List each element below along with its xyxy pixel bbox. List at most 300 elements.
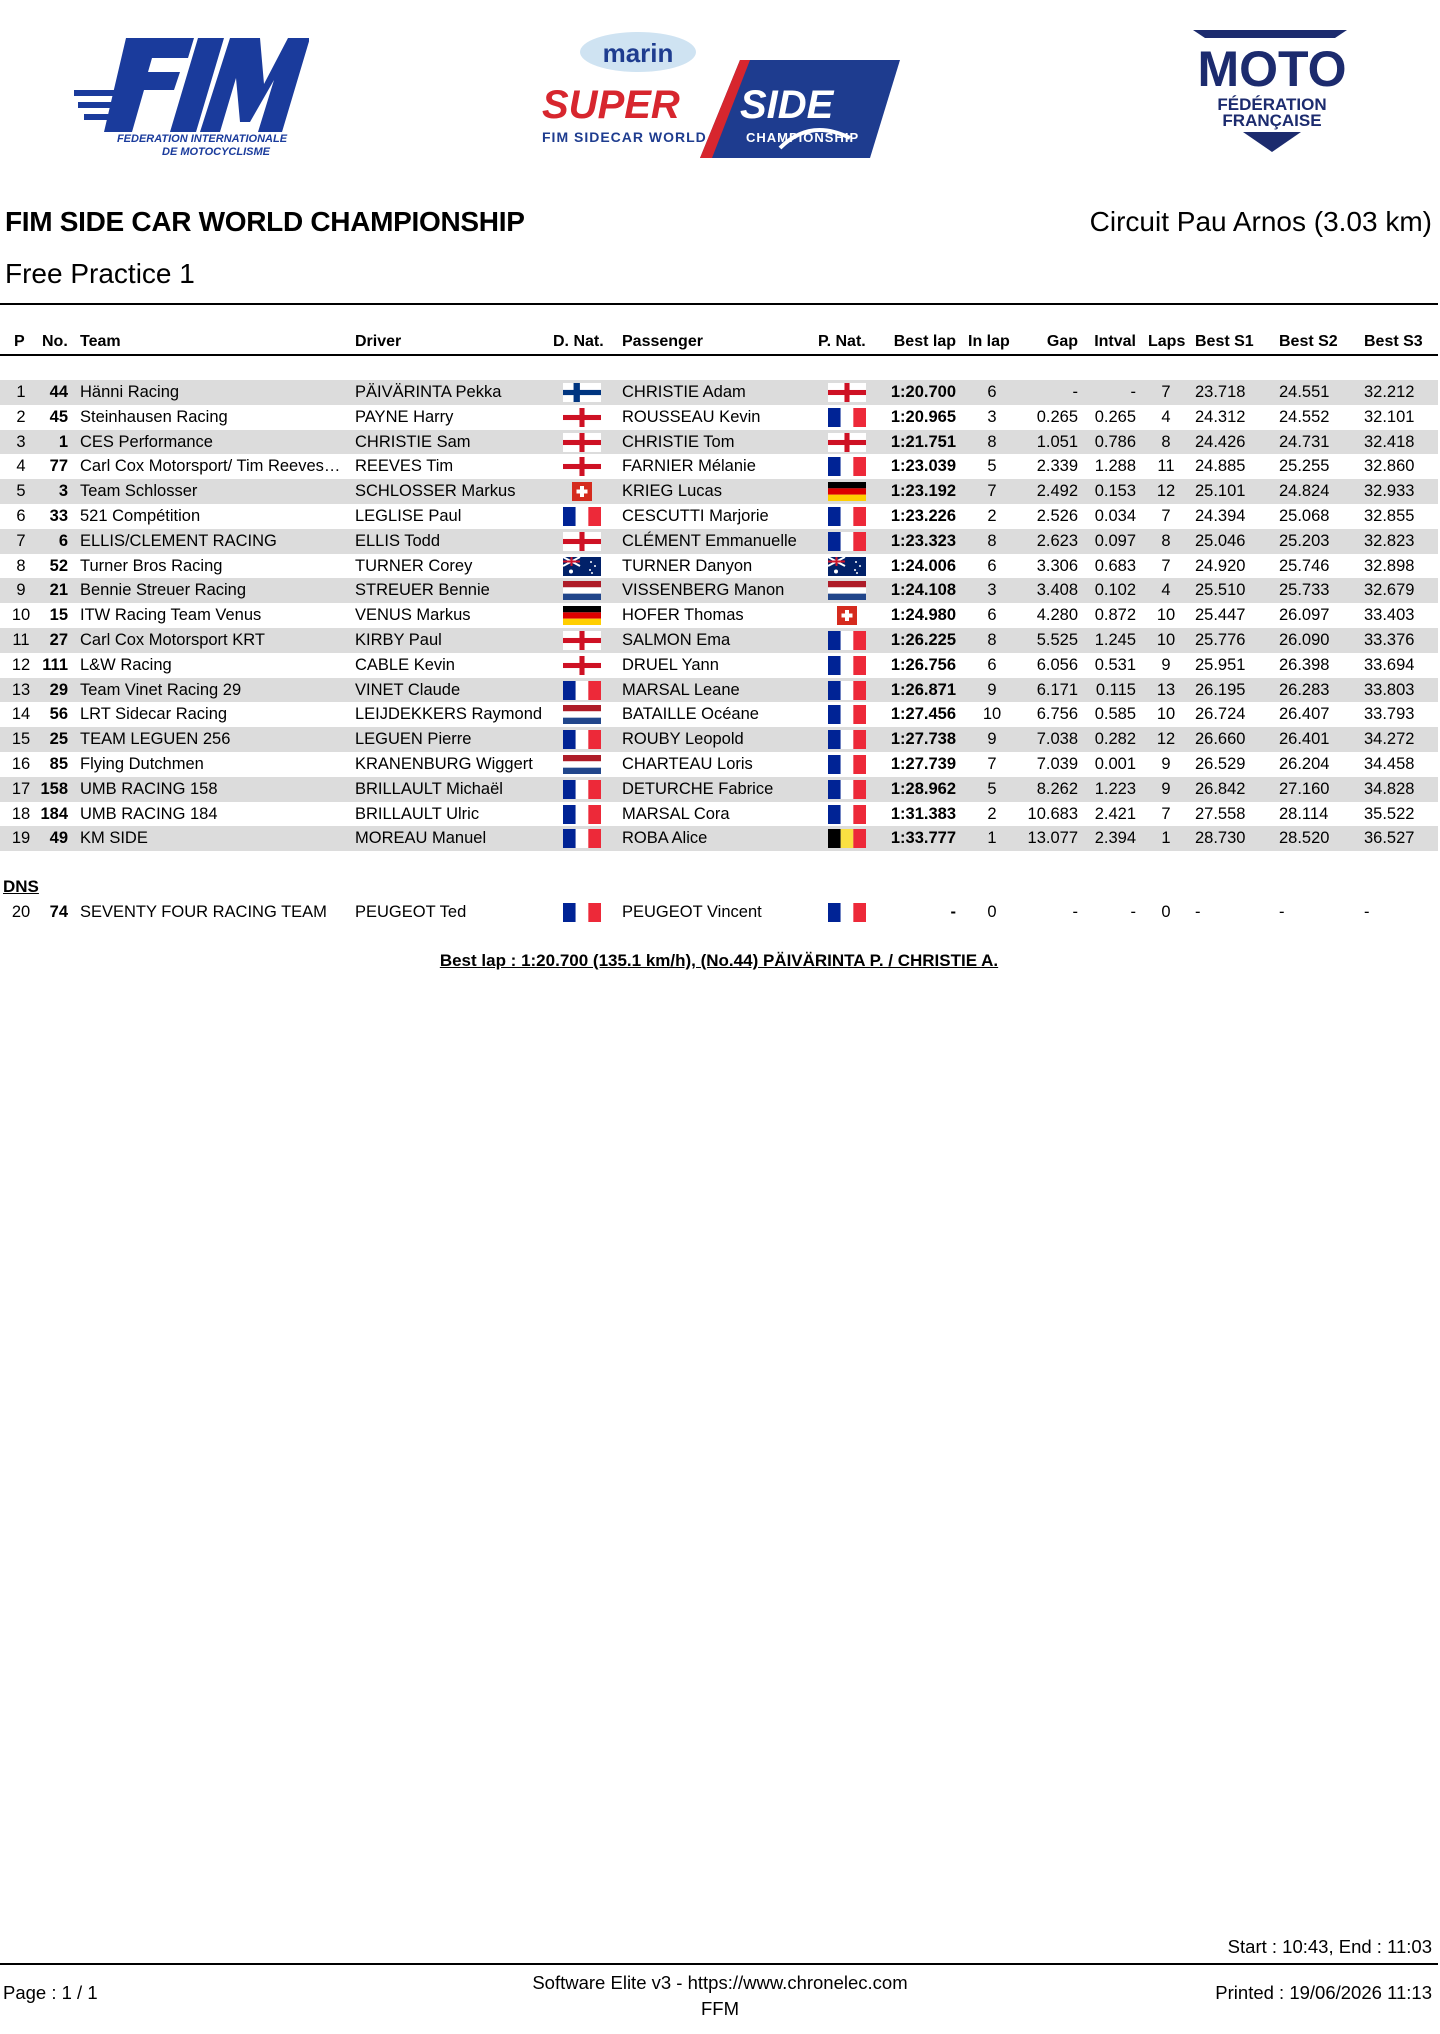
col-header-passenger-nat: P. Nat. xyxy=(818,333,866,350)
best-s2-cell: 24.824 xyxy=(1279,482,1330,501)
gap-cell: 6.756 xyxy=(1036,705,1078,724)
driver-name-cell: VINET Claude xyxy=(355,680,461,699)
best-s2-cell: 28.114 xyxy=(1279,804,1329,823)
team-name-cell: CES Performance xyxy=(80,432,213,451)
aus-passenger-flag-icon xyxy=(828,557,866,576)
eng-driver-flag-icon xyxy=(563,631,601,650)
ned-driver-flag-icon xyxy=(563,705,601,724)
table-row xyxy=(0,578,1438,603)
best-s3-cell: 34.272 xyxy=(1364,730,1415,749)
logo-bar xyxy=(0,0,1440,170)
team-name-cell: 521 Compétition xyxy=(80,506,201,525)
entry-number-cell: 158 xyxy=(40,779,68,798)
col-header-driver-nat: D. Nat. xyxy=(553,333,604,350)
table-row xyxy=(0,653,1438,678)
team-name-cell: TEAM LEGUEN 256 xyxy=(80,730,231,749)
best-s1-cell: 24.312 xyxy=(1195,407,1246,426)
ned-driver-flag-icon xyxy=(563,755,601,774)
passenger-name-cell: SALMON Ema xyxy=(622,630,731,649)
session-name: Free Practice 1 xyxy=(5,258,195,289)
team-name-cell: Team Schlosser xyxy=(80,482,198,501)
best-s3-cell: 32.933 xyxy=(1364,482,1415,501)
interval-cell: 0.001 xyxy=(1094,754,1136,773)
in-lap-cell: 8 xyxy=(987,630,997,649)
col-header-team: Team xyxy=(80,333,121,350)
marin-brand: marin xyxy=(602,38,674,68)
gap-cell: 3.306 xyxy=(1036,556,1078,575)
passenger-name-cell: ROUSSEAU Kevin xyxy=(622,407,761,426)
fim-subtitle-line2: DE MOTOCYCLISME xyxy=(162,146,270,158)
interval-cell: 1.245 xyxy=(1094,630,1136,649)
in-lap-cell: 9 xyxy=(987,680,997,699)
best-lap-cell: 1:23.039 xyxy=(890,457,956,476)
entry-number-cell: 184 xyxy=(40,804,68,823)
position-cell: 15 xyxy=(11,730,31,749)
in-lap-cell: 9 xyxy=(987,730,997,749)
organization: FFM xyxy=(700,1998,739,2019)
best-s1-cell: 24.394 xyxy=(1195,506,1246,525)
position-cell: 19 xyxy=(11,829,31,848)
passenger-name-cell: VISSENBERG Manon xyxy=(622,581,785,600)
driver-name-cell: PÄIVÄRINTA Pekka xyxy=(355,383,502,401)
ffm-logo xyxy=(1185,28,1360,156)
table-row xyxy=(0,504,1438,529)
table-row xyxy=(0,479,1438,504)
best-s2-cell: 26.283 xyxy=(1279,680,1330,699)
best-s2-cell: 26.097 xyxy=(1279,606,1330,625)
session-times: Start : 10:43, End : 11:03 xyxy=(1227,1936,1432,1957)
driver-name-cell: SCHLOSSER Markus xyxy=(355,482,516,501)
best-s1-cell: 25.951 xyxy=(1195,655,1246,674)
gap-cell: 8.262 xyxy=(1036,779,1078,798)
best-lap-cell: 1:24.980 xyxy=(890,606,956,625)
best-lap-cell: 1:26.756 xyxy=(890,655,956,674)
position-cell: 18 xyxy=(11,804,31,823)
best-lap-cell: 1:23.226 xyxy=(890,506,956,525)
position-cell: 6 xyxy=(16,506,26,525)
driver-name-cell: VENUS Markus xyxy=(355,606,471,625)
gap-cell: 2.623 xyxy=(1036,531,1078,550)
circuit-name: Circuit Pau Arnos (3.03 km) xyxy=(1089,206,1432,237)
fra-driver-flag-icon xyxy=(563,903,601,922)
gap-cell: 2.492 xyxy=(1036,482,1078,501)
passenger-name-cell: DRUEL Yann xyxy=(622,655,719,674)
best-lap-cell: 1:23.323 xyxy=(890,531,956,550)
eng-passenger-flag-icon xyxy=(828,383,866,402)
best-s3-cell: 36.527 xyxy=(1364,829,1415,848)
in-lap-cell: 6 xyxy=(987,655,997,674)
passenger-name-cell: HOFER Thomas xyxy=(622,606,744,625)
position-cell: 4 xyxy=(16,457,26,476)
bel-passenger-flag-icon xyxy=(828,829,866,848)
entry-number-cell: 33 xyxy=(49,506,68,525)
eng-passenger-flag-icon xyxy=(828,433,866,452)
moto-line1: FÉDÉRATION xyxy=(1217,95,1327,114)
entry-number-cell: 45 xyxy=(49,407,68,426)
in-lap-cell: 10 xyxy=(982,705,1002,724)
interval-cell: 0.115 xyxy=(1095,680,1136,699)
table-row xyxy=(0,529,1438,554)
gap-cell: 0.265 xyxy=(1036,407,1078,426)
interval-cell: 1.288 xyxy=(1094,457,1136,476)
gap-cell: - xyxy=(1072,903,1078,921)
fra-driver-flag-icon xyxy=(563,507,601,526)
best-s1-cell: 24.920 xyxy=(1195,556,1246,575)
driver-name-cell: ELLIS Todd xyxy=(355,531,441,550)
in-lap-cell: 2 xyxy=(987,804,997,823)
interval-cell: 0.102 xyxy=(1094,581,1136,600)
best-s2-cell: 26.401 xyxy=(1279,730,1330,749)
table-row xyxy=(0,554,1438,579)
laps-cell: 10 xyxy=(1156,705,1176,724)
in-lap-cell: 8 xyxy=(987,432,997,451)
best-s3-cell: 33.403 xyxy=(1364,606,1415,625)
position-cell: 20 xyxy=(11,903,31,921)
moto-line2: FRANÇAISE xyxy=(1222,111,1322,130)
best-s2-cell: 25.203 xyxy=(1279,531,1330,550)
gap-cell: 13.077 xyxy=(1027,829,1078,848)
passenger-name-cell: CLÉMENT Emmanuelle xyxy=(622,531,797,550)
superside-word1: SUPER xyxy=(542,83,680,127)
laps-cell: 4 xyxy=(1161,581,1171,600)
fra-passenger-flag-icon xyxy=(828,903,866,922)
best-s2-cell: 26.407 xyxy=(1279,705,1330,724)
driver-name-cell: CABLE Kevin xyxy=(355,655,455,674)
laps-cell: 10 xyxy=(1156,606,1176,625)
driver-name-cell: TURNER Corey xyxy=(355,556,473,575)
best-lap-cell: 1:24.108 xyxy=(890,581,956,600)
best-s1-cell: 24.426 xyxy=(1195,432,1246,451)
table-row xyxy=(0,802,1438,827)
table-row xyxy=(0,628,1438,653)
team-name-cell: Team Vinet Racing 29 xyxy=(80,680,242,699)
entry-number-cell: 15 xyxy=(49,606,68,625)
position-cell: 7 xyxy=(16,531,26,550)
laps-cell: 13 xyxy=(1156,680,1176,699)
team-name-cell: Flying Dutchmen xyxy=(80,754,204,773)
in-lap-cell: 3 xyxy=(987,407,997,426)
best-s1-cell: 24.885 xyxy=(1195,457,1246,476)
best-s3-cell: 32.679 xyxy=(1364,581,1415,600)
fra-passenger-flag-icon xyxy=(828,507,866,526)
interval-cell: 0.872 xyxy=(1094,606,1136,625)
best-s2-cell: 26.398 xyxy=(1279,655,1330,674)
passenger-name-cell: DETURCHE Fabrice xyxy=(622,779,774,798)
best-lap-cell: 1:31.383 xyxy=(890,804,956,823)
passenger-name-cell: PEUGEOT Vincent xyxy=(622,903,762,921)
driver-name-cell: KRANENBURG Wiggert xyxy=(355,754,533,773)
table-row xyxy=(0,430,1438,455)
ned-driver-flag-icon xyxy=(563,581,601,600)
gap-cell: 2.339 xyxy=(1036,457,1078,476)
interval-cell: 0.265 xyxy=(1094,407,1136,426)
entry-number-cell: 29 xyxy=(49,680,68,699)
in-lap-cell: 8 xyxy=(987,531,997,550)
team-name-cell: UMB RACING 158 xyxy=(80,779,218,798)
dns-table xyxy=(0,900,1438,925)
entry-number-cell: 111 xyxy=(42,655,68,674)
sui-driver-flag-icon xyxy=(563,482,601,501)
passenger-name-cell: CHARTEAU Loris xyxy=(622,754,753,773)
laps-cell: 10 xyxy=(1156,630,1176,649)
printed-date: Printed : 19/06/2026 11:13 xyxy=(1215,1982,1432,2003)
eng-driver-flag-icon xyxy=(563,457,601,476)
best-s3-cell: 33.803 xyxy=(1364,680,1415,699)
table-row xyxy=(0,826,1438,851)
best-s1-cell: 28.730 xyxy=(1195,829,1246,848)
best-s3-cell: 35.522 xyxy=(1364,804,1415,823)
laps-cell: 7 xyxy=(1161,383,1171,401)
best-s2-cell: 24.731 xyxy=(1279,432,1330,451)
position-cell: 5 xyxy=(16,482,26,501)
col-header-passenger: Passenger xyxy=(622,333,703,350)
driver-name-cell: LEGUEN Pierre xyxy=(355,730,472,749)
fra-passenger-flag-icon xyxy=(828,730,866,749)
col-header-number: No. xyxy=(42,333,68,350)
best-s1-cell: 25.776 xyxy=(1195,630,1246,649)
laps-cell: 0 xyxy=(1161,903,1171,921)
laps-cell: 1 xyxy=(1161,829,1171,848)
team-name-cell: ELLIS/CLEMENT RACING xyxy=(80,531,277,550)
table-header xyxy=(0,330,1438,356)
laps-cell: 8 xyxy=(1161,531,1171,550)
passenger-name-cell: BATAILLE Océane xyxy=(622,705,759,724)
best-s3-cell: 32.418 xyxy=(1364,432,1415,451)
ned-passenger-flag-icon xyxy=(828,581,866,600)
entry-number-cell: 1 xyxy=(58,432,68,451)
fin-driver-flag-icon xyxy=(563,383,601,402)
entry-number-cell: 74 xyxy=(49,903,68,921)
in-lap-cell: 1 xyxy=(987,829,997,848)
best-s3-cell: 33.694 xyxy=(1364,655,1415,674)
col-header-best-s1: Best S1 xyxy=(1195,333,1254,350)
dns-label: DNS xyxy=(3,877,39,896)
fra-driver-flag-icon xyxy=(563,730,601,749)
laps-cell: 11 xyxy=(1157,457,1175,476)
interval-cell: 0.034 xyxy=(1094,506,1136,525)
gap-cell: 3.408 xyxy=(1036,581,1078,600)
col-header-interval: Intval xyxy=(1094,333,1136,350)
eng-driver-flag-icon xyxy=(563,433,601,452)
best-s1-cell: 25.101 xyxy=(1195,482,1246,501)
fra-driver-flag-icon xyxy=(563,829,601,848)
entry-number-cell: 44 xyxy=(49,383,68,401)
fra-passenger-flag-icon xyxy=(828,705,866,724)
table-row xyxy=(0,405,1438,430)
entry-number-cell: 3 xyxy=(58,482,68,501)
gap-cell: 5.525 xyxy=(1036,630,1078,649)
fra-passenger-flag-icon xyxy=(828,631,866,650)
best-lap-cell: 1:24.006 xyxy=(890,556,956,575)
position-cell: 10 xyxy=(11,606,31,625)
best-s3-cell: 32.101 xyxy=(1364,407,1415,426)
best-s2-cell: 26.204 xyxy=(1279,754,1330,773)
fim-subtitle-line1: FEDERATION INTERNATIONALE xyxy=(116,133,288,145)
results-table xyxy=(0,330,1438,851)
ger-passenger-flag-icon xyxy=(828,482,866,501)
position-cell: 13 xyxy=(11,680,31,699)
laps-cell: 9 xyxy=(1161,779,1171,798)
driver-name-cell: STREUER Bennie xyxy=(355,581,490,600)
interval-cell: 0.585 xyxy=(1094,705,1136,724)
results-body xyxy=(0,380,1438,851)
fra-passenger-flag-icon xyxy=(828,532,866,551)
best-s2-cell: 25.255 xyxy=(1279,457,1330,476)
eng-driver-flag-icon xyxy=(563,656,601,675)
driver-name-cell: CHRISTIE Sam xyxy=(355,432,471,451)
best-lap-cell: 1:26.871 xyxy=(890,680,956,699)
entry-number-cell: 85 xyxy=(49,754,68,773)
position-cell: 8 xyxy=(16,556,26,575)
passenger-name-cell: CESCUTTI Marjorie xyxy=(622,506,769,525)
gap-cell: 4.280 xyxy=(1036,606,1078,625)
entry-number-cell: 49 xyxy=(49,829,68,848)
best-s3-cell: 34.458 xyxy=(1364,754,1415,773)
page-number: Page : 1 / 1 xyxy=(3,1982,98,2003)
team-name-cell: KM SIDE xyxy=(80,829,148,848)
in-lap-cell: 5 xyxy=(987,457,997,476)
interval-cell: 0.282 xyxy=(1094,730,1136,749)
team-name-cell: UMB RACING 184 xyxy=(80,804,218,823)
position-cell: 11 xyxy=(12,630,30,649)
gap-cell: 6.056 xyxy=(1036,655,1078,674)
passenger-name-cell: MARSAL Cora xyxy=(622,804,730,823)
passenger-name-cell: ROUBY Leopold xyxy=(622,730,744,749)
laps-cell: 4 xyxy=(1161,407,1171,426)
table-row xyxy=(0,603,1438,628)
superside-logo xyxy=(540,30,905,158)
fra-passenger-flag-icon xyxy=(828,780,866,799)
gap-cell: 7.039 xyxy=(1036,754,1078,773)
best-s1-cell: 26.195 xyxy=(1195,680,1246,699)
team-name-cell: Steinhausen Racing xyxy=(80,407,228,426)
gap-cell: - xyxy=(1072,383,1078,401)
interval-cell: 0.683 xyxy=(1094,556,1136,575)
passenger-name-cell: CHRISTIE Adam xyxy=(622,383,746,401)
best-s3-cell: - xyxy=(1364,903,1370,921)
in-lap-cell: 6 xyxy=(987,556,997,575)
best-s3-cell: 32.898 xyxy=(1364,556,1415,575)
laps-cell: 9 xyxy=(1161,655,1171,674)
best-lap-cell: 1:33.777 xyxy=(890,829,956,848)
in-lap-cell: 6 xyxy=(987,383,997,401)
best-lap-cell: 1:20.700 xyxy=(890,383,956,401)
fra-passenger-flag-icon xyxy=(828,755,866,774)
fra-passenger-flag-icon xyxy=(828,457,866,476)
best-s1-cell: 26.529 xyxy=(1195,754,1246,773)
team-name-cell: SEVENTY FOUR RACING TEAM xyxy=(80,903,327,921)
best-lap-cell: 1:28.962 xyxy=(890,779,956,798)
superside-word2: SIDE xyxy=(740,83,834,127)
fra-passenger-flag-icon xyxy=(828,681,866,700)
best-lap-cell: 1:27.456 xyxy=(890,705,956,724)
best-s1-cell: 25.510 xyxy=(1195,581,1246,600)
best-lap-cell: 1:21.751 xyxy=(890,432,956,451)
interval-cell: 0.531 xyxy=(1094,655,1136,674)
gap-cell: 10.683 xyxy=(1027,804,1078,823)
fra-passenger-flag-icon xyxy=(828,408,866,427)
fra-driver-flag-icon xyxy=(563,805,601,824)
laps-cell: 9 xyxy=(1161,754,1171,773)
col-header-driver: Driver xyxy=(355,333,402,350)
gap-cell: 1.051 xyxy=(1036,432,1078,451)
best-s3-cell: 33.376 xyxy=(1364,630,1415,649)
best-s2-cell: 25.746 xyxy=(1279,556,1330,575)
position-cell: 9 xyxy=(16,581,26,600)
entry-number-cell: 77 xyxy=(49,457,68,476)
ger-driver-flag-icon xyxy=(563,606,601,625)
col-header-best-s2: Best S2 xyxy=(1279,333,1338,350)
in-lap-cell: 6 xyxy=(987,606,997,625)
eng-driver-flag-icon xyxy=(563,532,601,551)
table-row xyxy=(0,702,1438,727)
championship-title: FIM SIDE CAR WORLD CHAMPIONSHIP xyxy=(5,206,525,237)
table-row xyxy=(0,454,1438,479)
superside-line1: FIM SIDECAR WORLD xyxy=(542,129,707,145)
entry-number-cell: 6 xyxy=(58,531,68,550)
driver-name-cell: LEIJDEKKERS Raymond xyxy=(355,705,543,724)
team-name-cell: L&W Racing xyxy=(80,655,172,674)
best-s2-cell: 25.068 xyxy=(1279,506,1330,525)
best-s1-cell: 23.718 xyxy=(1195,383,1246,401)
interval-cell: 0.786 xyxy=(1094,432,1136,451)
laps-cell: 12 xyxy=(1156,482,1176,501)
driver-name-cell: LEGLISE Paul xyxy=(355,506,462,525)
col-header-position: P xyxy=(14,333,25,350)
driver-name-cell: KIRBY Paul xyxy=(355,630,442,649)
fra-passenger-flag-icon xyxy=(828,805,866,824)
interval-cell: 0.153 xyxy=(1094,482,1136,501)
gap-cell: 2.526 xyxy=(1036,506,1078,525)
best-s3-cell: 32.212 xyxy=(1364,383,1415,401)
best-lap-cell: 1:27.738 xyxy=(890,730,956,749)
sui-passenger-flag-icon xyxy=(828,606,866,625)
best-s1-cell: 26.660 xyxy=(1195,730,1246,749)
driver-name-cell: BRILLAULT Ulric xyxy=(355,804,480,823)
driver-name-cell: BRILLAULT Michaël xyxy=(355,779,503,798)
passenger-name-cell: FARNIER Mélanie xyxy=(622,457,756,476)
table-row xyxy=(0,900,1438,925)
interval-cell: 0.097 xyxy=(1094,531,1136,550)
best-s3-cell: 33.793 xyxy=(1364,705,1415,724)
in-lap-cell: 0 xyxy=(987,903,997,921)
best-s3-cell: 32.855 xyxy=(1364,506,1415,525)
position-cell: 12 xyxy=(11,655,31,674)
in-lap-cell: 3 xyxy=(987,581,997,600)
entry-number-cell: 52 xyxy=(49,556,68,575)
fim-logo xyxy=(74,30,309,158)
fra-passenger-flag-icon xyxy=(828,656,866,675)
entry-number-cell: 21 xyxy=(49,581,68,600)
position-cell: 16 xyxy=(11,754,31,773)
best-s1-cell: 25.046 xyxy=(1195,531,1246,550)
driver-name-cell: PAYNE Harry xyxy=(355,407,454,426)
best-s1-cell: 25.447 xyxy=(1195,606,1246,625)
best-s3-cell: 34.828 xyxy=(1364,779,1415,798)
position-cell: 1 xyxy=(16,383,26,401)
interval-cell: 2.421 xyxy=(1094,804,1136,823)
passenger-name-cell: MARSAL Leane xyxy=(622,680,740,699)
in-lap-cell: 7 xyxy=(987,482,997,501)
best-lap-note: Best lap : 1:20.700 (135.1 km/h), (No.44) PÄIVÄRINTA P. / CHRISTIE A. xyxy=(439,951,999,970)
best-s1-cell: - xyxy=(1195,903,1201,921)
superside-line2: CHAMPIONSHIP xyxy=(746,130,860,145)
team-name-cell: Turner Bros Racing xyxy=(80,556,223,575)
best-lap-cell: 1:20.965 xyxy=(890,407,956,426)
table-row xyxy=(0,752,1438,777)
position-cell: 17 xyxy=(11,779,31,798)
best-s1-cell: 27.558 xyxy=(1195,804,1246,823)
